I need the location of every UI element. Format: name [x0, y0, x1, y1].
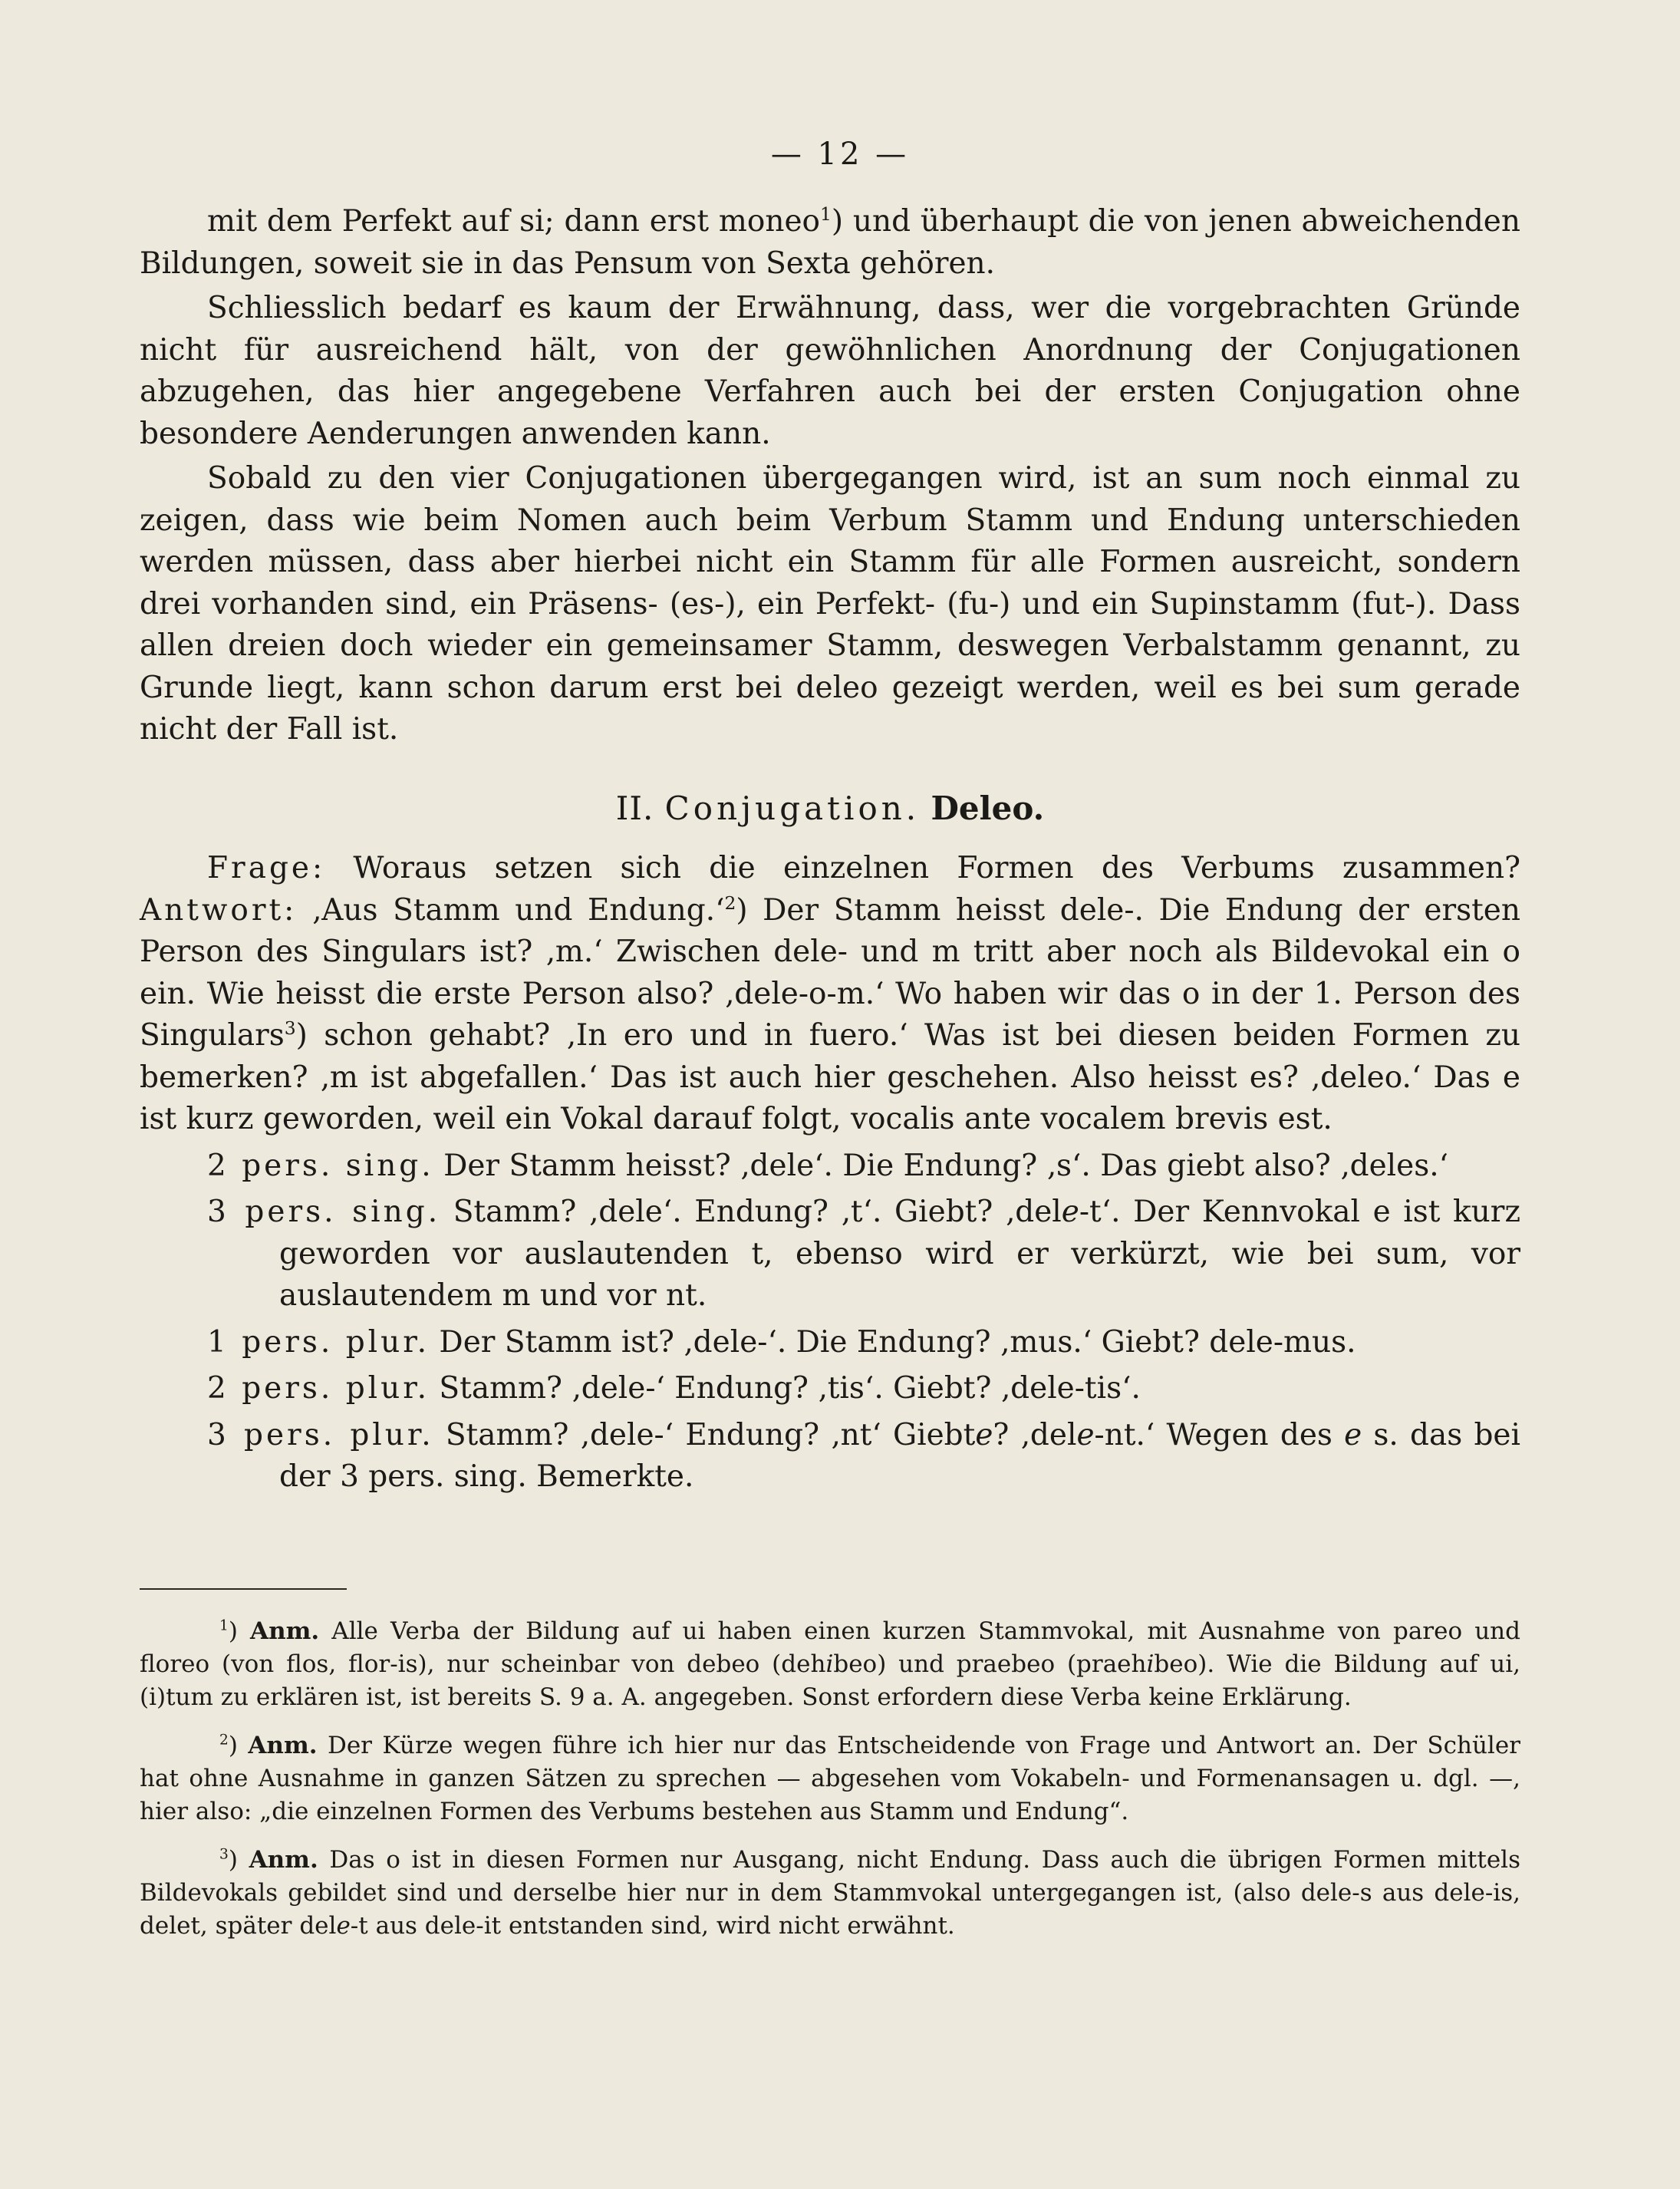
footnote-ref-3[interactable]: 3 [284, 1017, 296, 1039]
dialogue-text: ‚Aus Stamm und Endung.‘ [297, 892, 725, 928]
form-2-pers-sing [140, 1146, 1520, 1188]
main-text [140, 201, 1520, 1498]
heading-title: Conjugation. [664, 789, 921, 827]
form-label: 3 pers. plur. [207, 1417, 434, 1452]
form-text: Der Stamm heisst? ‚dele‘. Die Endung? ‚s‘. Das giebt also? ‚deles.‘ [433, 1148, 1449, 1183]
footnote-text-italic: e [336, 1912, 351, 1940]
form-label: 1 pers. plur. [207, 1324, 430, 1360]
footnote-2: $^2$) Anm. Der Kürze wegen führe ich hier nur das Entscheidende von Frage und Antwort an. Der Schüler hat ohne Ausnahme in ganzen Sätzen zu sprechen — abgesehen vom Vokabeln- und Formenansagen u. dgl. —, hier also: „die einzelnen Formen des Verbums bestehen aus Stamm und Endung“. [140, 1732, 1520, 1825]
question-label: Frage: [207, 851, 326, 885]
form-text-italic: e [975, 1417, 993, 1452]
form-label: 2 pers. sing. [207, 1148, 434, 1183]
form-label: 3 pers. sing. [207, 1195, 441, 1229]
footnote-text: beo). Wie die Bildung auf ui, (i)tum zu erklären ist, ist bereits S. 9 a. A. angegeben. Sonst erfordern diese Verba keine Erklärung. [140, 1650, 1520, 1711]
conjugation-forms [140, 1146, 1520, 1498]
footnote-ref-1[interactable]: 1 [820, 203, 832, 225]
form-text: s. das bei der 3 pers. sing. Bemerkte. [279, 1417, 1520, 1494]
footnote-ref-2[interactable]: 2 [724, 892, 736, 914]
section-heading [140, 788, 1520, 830]
paragraph-2: Schliesslich bedarf es kaum der Erwähnung, dass, wer die vorgebrachten Gründe nicht für ausreichend hält, von der gewöhnlichen Anordnung der Conjugationen abzugehen, das hier angegebene Verfahren auch bei der ersten Conjugation ohne besondere Aenderungen anwenden kann. [140, 291, 1520, 451]
answer-label: Antwort: [140, 892, 298, 928]
footnote-text-italic: i [1146, 1650, 1155, 1678]
form-text: Der Stamm ist? ‚dele-‘. Die Endung? ‚mus.‘ Giebt? dele-mus. [430, 1324, 1356, 1360]
footnote-3: $^3$) Anm. Das o ist in diesen Formen nur Ausgang, nicht Endung. Dass auch die übrigen Formen mittels Bildevokals gebildet sind und derselbe hier nur in dem Stammvokal untergegangen ist, (also dele-s aus dele-is, delet, später dele-t aus dele-it entstanden sind, wird nicht erwähnt. [140, 1846, 1520, 1940]
footnote-mark: 2 [219, 1732, 229, 1749]
footnote-text-italic: i [825, 1650, 834, 1678]
form-3-pers-sing [140, 1192, 1520, 1317]
footnote-label: Anm. [249, 1846, 318, 1874]
footnote-text: beo) und praebeo (praeh [833, 1650, 1147, 1678]
footnote-text: -t aus dele-it entstanden sind, wird nicht erwähnt. [350, 1912, 955, 1940]
footnote-mark: 3 [219, 1846, 229, 1863]
form-2-pers-plur [140, 1368, 1520, 1410]
form-text-italic: e [1076, 1417, 1095, 1452]
footnote-text: Alle Verba der Bildung auf ui haben einen kurzen Stammvokal, mit Ausnahme von pareo und floreo (von flos, flor-is), nur scheinbar von debeo (deh [140, 1617, 1520, 1678]
form-text-italic: e [1061, 1195, 1079, 1229]
paragraph-text: ) und überhaupt die von jenen abweichenden Bildungen, soweit sie in das Pensum von Sexta gehören. [140, 204, 1520, 281]
form-text-italic: e [1344, 1417, 1362, 1452]
dialogue-text: ) schon gehabt? ‚In ero und in fuero.‘ Was ist bei diesen beiden Formen zu bemerken? ‚m ist abgefallen.‘ Das ist auch hier geschehen. Also heisst es? ‚deleo.‘ Das e ist kurz geworden, weil ein Vokal darauf folgt, vocalis ante vocalem brevis est. [140, 1018, 1520, 1136]
form-text: Stamm? ‚dele-‘ Endung? ‚nt‘ Giebt [433, 1417, 976, 1452]
paragraph-1 [140, 201, 1520, 285]
page-number: — 12 — [770, 137, 910, 172]
paragraph-text: mit dem Perfekt auf si; dann erst moneo [207, 204, 821, 239]
form-text: ? ‚del [993, 1417, 1077, 1452]
dialogue-paragraph [140, 848, 1520, 1141]
form-label: 2 pers. plur. [207, 1371, 430, 1406]
form-text: Stamm? ‚dele-‘ Endung? ‚tis‘. Giebt? ‚dele-tis‘. [430, 1371, 1141, 1406]
footnote-text: Das o ist in diesen Formen nur Ausgang, nicht Endung. Dass auch die übrigen Formen mittels Bildevokals gebildet sind und derselbe hier nur in dem Stammvokal untergegangen ist, (also dele-s aus dele-is, delet, später del [140, 1846, 1520, 1940]
dialogue-text: ) Der Stamm heisst dele-. Die Endung der ersten Person des Singulars ist? ‚m.‘ Zwischen dele- und m tritt aber noch als Bildevokal ein o ein. Wie heisst die erste Person also? ‚dele-o-m.‘ Wo haben wir das o in der 1. Person des Singulars [140, 892, 1520, 1053]
paragraph-3: Sobald zu den vier Conjugationen übergegangen wird, ist an sum noch einmal zu zeigen, dass wie beim Nomen auch beim Verbum Stamm und Endung unterschieden werden müssen, dass aber hierbei nicht ein Stamm für alle Formen ausreicht, sondern drei vorhanden sind, ein Präsens- (es-), ein Perfekt- (fu-) und ein Supinstamm (fut-). Dass allen dreien doch wieder ein gemeinsamer Stamm, deswegen Verbalstamm genannt, zu Grunde liegt, kann schon darum erst bei deleo gezeigt werden, weil es bei sum gerade nicht der Fall ist. [140, 461, 1520, 747]
form-3-pers-plur [140, 1415, 1520, 1498]
form-text: -t‘. Der Kennvokal e ist kurz geworden vor auslautenden t, ebenso wird er verkürzt, wie bei sum, vor auslautendem m und vor nt. [279, 1195, 1520, 1313]
footnote-1: $^1$) Anm. Alle Verba der Bildung auf ui haben einen kurzen Stammvokal, mit Ausnahme von pareo und floreo (von flos, flor-is), nur scheinbar von debeo (dehibeo) und praebeo (praehibeo). Wie die Bildung auf ui, (i)tum zu erklären ist, ist bereits S. 9 a. A. angegeben. Sonst erfordern diese Verba keine Erklärung. [140, 1617, 1520, 1711]
form-text: Stamm? ‚dele‘. Endung? ‚t‘. Giebt? ‚del [440, 1195, 1062, 1229]
footnote-divider [140, 1588, 347, 1590]
dialogue-text: Woraus setzen sich die einzelnen Formen des Verbums zusammen? [325, 851, 1520, 885]
footnote-text: Der Kürze wegen führe ich hier nur das Entscheidende von Frage und Antwort an. Der Schüler hat ohne Ausnahme in ganzen Sätzen zu sprechen — abgesehen vom Vokabeln- und Formenansagen u. dgl. —, hier also: „die einzelnen Formen des Verbums bestehen aus Stamm und Endung“. [140, 1732, 1520, 1825]
footnote-label: Anm. [248, 1732, 318, 1759]
footnotes [140, 1615, 1520, 1958]
heading-numeral: II. [615, 789, 654, 827]
form-1-pers-plur [140, 1322, 1520, 1364]
heading-word: Deleo. [931, 789, 1045, 827]
footnote-label: Anm. [250, 1617, 320, 1645]
form-text: -nt.‘ Wegen des [1094, 1417, 1345, 1452]
footnote-mark: 1 [219, 1617, 229, 1634]
